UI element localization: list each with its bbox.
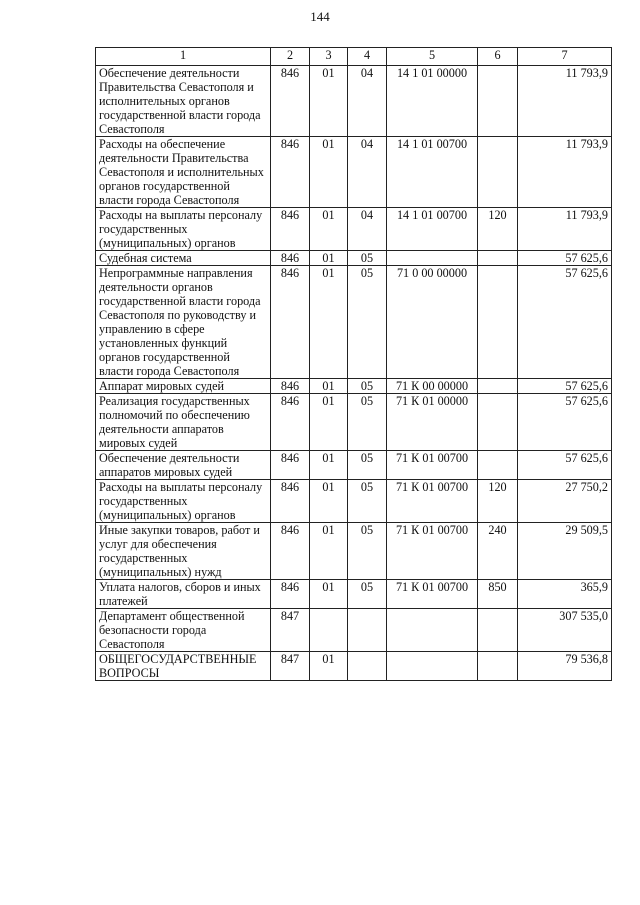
row-rz: 01 <box>310 266 348 379</box>
row-ved: 846 <box>271 66 310 137</box>
row-vr <box>478 379 518 394</box>
table-row <box>96 580 612 609</box>
row-vr <box>478 66 518 137</box>
row-rz: 01 <box>310 652 348 681</box>
row-csr: 71 К 01 00700 <box>387 523 478 580</box>
row-pr: 05 <box>348 451 387 480</box>
row-csr: 14 1 01 00700 <box>387 137 478 208</box>
row-rz: 01 <box>310 251 348 266</box>
row-ved: 846 <box>271 480 310 523</box>
row-sum: 57 625,6 <box>518 394 612 451</box>
row-rz <box>310 609 348 652</box>
column-header-3: 3 <box>310 48 348 66</box>
row-pr: 05 <box>348 580 387 609</box>
row-name: Обеспечение деятельности аппаратов мировых судей <box>96 451 271 480</box>
row-pr: 05 <box>348 266 387 379</box>
table-row <box>96 251 612 266</box>
row-vr: 850 <box>478 580 518 609</box>
row-name: Департамент общественной безопасности города Севастополя <box>96 609 271 652</box>
row-name: Уплата налогов, сборов и иных платежей <box>96 580 271 609</box>
row-name: Реализация государственных полномочий по обеспечению деятельности аппаратов мировых судей <box>96 394 271 451</box>
row-ved: 846 <box>271 580 310 609</box>
table-row <box>96 66 612 137</box>
row-vr: 120 <box>478 480 518 523</box>
table-row <box>96 652 612 681</box>
table-body <box>96 66 612 681</box>
row-ved: 846 <box>271 394 310 451</box>
row-ved: 846 <box>271 451 310 480</box>
row-sum: 57 625,6 <box>518 379 612 394</box>
table-row <box>96 379 612 394</box>
table-row <box>96 266 612 379</box>
row-csr <box>387 251 478 266</box>
table-row <box>96 394 612 451</box>
row-csr <box>387 652 478 681</box>
row-ved: 847 <box>271 652 310 681</box>
page-number: 144 <box>310 9 330 24</box>
column-header-2: 2 <box>271 48 310 66</box>
row-rz: 01 <box>310 394 348 451</box>
table-row <box>96 208 612 251</box>
row-csr: 71 К 01 00000 <box>387 394 478 451</box>
row-ved: 846 <box>271 523 310 580</box>
row-ved: 846 <box>271 137 310 208</box>
row-csr: 14 1 01 00000 <box>387 66 478 137</box>
row-pr <box>348 652 387 681</box>
row-pr: 05 <box>348 251 387 266</box>
row-sum: 79 536,8 <box>518 652 612 681</box>
row-sum: 307 535,0 <box>518 609 612 652</box>
row-rz: 01 <box>310 208 348 251</box>
row-csr: 71 К 01 00700 <box>387 480 478 523</box>
budget-table <box>95 47 612 681</box>
row-vr <box>478 251 518 266</box>
row-ved: 847 <box>271 609 310 652</box>
row-name: Иные закупки товаров, работ и услуг для обеспечения государственных (муниципальных) нужд <box>96 523 271 580</box>
table-row <box>96 451 612 480</box>
row-name: Расходы на выплаты персоналу государственных (муниципальных) органов <box>96 208 271 251</box>
row-rz: 01 <box>310 66 348 137</box>
row-name: ОБЩЕГОСУДАРСТВЕННЫЕ ВОПРОСЫ <box>96 652 271 681</box>
row-pr: 05 <box>348 523 387 580</box>
row-vr <box>478 266 518 379</box>
row-name: Аппарат мировых судей <box>96 379 271 394</box>
row-sum: 57 625,6 <box>518 266 612 379</box>
row-name: Обеспечение деятельности Правительства Севастополя и исполнительных органов государственной власти города Севастополя <box>96 66 271 137</box>
row-name: Расходы на обеспечение деятельности Правительства Севастополя и исполнительных органов государственной власти города Севастополя <box>96 137 271 208</box>
table-row <box>96 609 612 652</box>
row-ved: 846 <box>271 379 310 394</box>
row-rz: 01 <box>310 580 348 609</box>
column-header-5: 5 <box>387 48 478 66</box>
row-vr <box>478 652 518 681</box>
row-csr: 71 К 01 00700 <box>387 580 478 609</box>
row-rz: 01 <box>310 137 348 208</box>
row-name: Непрограммные направления деятельности органов государственной власти города Севастополя по руководству и управлению в сфере установленных функций органов государственной власти города Севастополя <box>96 266 271 379</box>
column-header-6: 6 <box>478 48 518 66</box>
row-sum: 11 793,9 <box>518 66 612 137</box>
row-vr <box>478 394 518 451</box>
row-ved: 846 <box>271 208 310 251</box>
row-vr <box>478 137 518 208</box>
row-pr: 04 <box>348 66 387 137</box>
row-pr: 05 <box>348 379 387 394</box>
row-rz: 01 <box>310 480 348 523</box>
column-header-1: 1 <box>96 48 271 66</box>
row-pr: 04 <box>348 208 387 251</box>
header-row <box>96 48 612 66</box>
row-rz: 01 <box>310 379 348 394</box>
row-vr: 120 <box>478 208 518 251</box>
row-pr: 05 <box>348 394 387 451</box>
row-csr: 71 К 01 00700 <box>387 451 478 480</box>
row-sum: 11 793,9 <box>518 137 612 208</box>
table-header <box>96 48 612 66</box>
row-vr <box>478 451 518 480</box>
row-vr <box>478 609 518 652</box>
row-pr: 05 <box>348 480 387 523</box>
row-csr: 14 1 01 00700 <box>387 208 478 251</box>
row-pr <box>348 609 387 652</box>
table-row <box>96 480 612 523</box>
row-rz: 01 <box>310 523 348 580</box>
row-sum: 11 793,9 <box>518 208 612 251</box>
table-row <box>96 137 612 208</box>
row-csr <box>387 609 478 652</box>
column-header-4: 4 <box>348 48 387 66</box>
row-sum: 27 750,2 <box>518 480 612 523</box>
row-rz: 01 <box>310 451 348 480</box>
row-csr: 71 К 00 00000 <box>387 379 478 394</box>
row-ved: 846 <box>271 266 310 379</box>
row-ved: 846 <box>271 251 310 266</box>
row-sum: 29 509,5 <box>518 523 612 580</box>
row-csr: 71 0 00 00000 <box>387 266 478 379</box>
row-sum: 57 625,6 <box>518 251 612 266</box>
row-name: Судебная система <box>96 251 271 266</box>
table-row <box>96 523 612 580</box>
row-name: Расходы на выплаты персоналу государственных (муниципальных) органов <box>96 480 271 523</box>
row-sum: 57 625,6 <box>518 451 612 480</box>
column-header-7: 7 <box>518 48 612 66</box>
row-vr: 240 <box>478 523 518 580</box>
row-sum: 365,9 <box>518 580 612 609</box>
row-pr: 04 <box>348 137 387 208</box>
